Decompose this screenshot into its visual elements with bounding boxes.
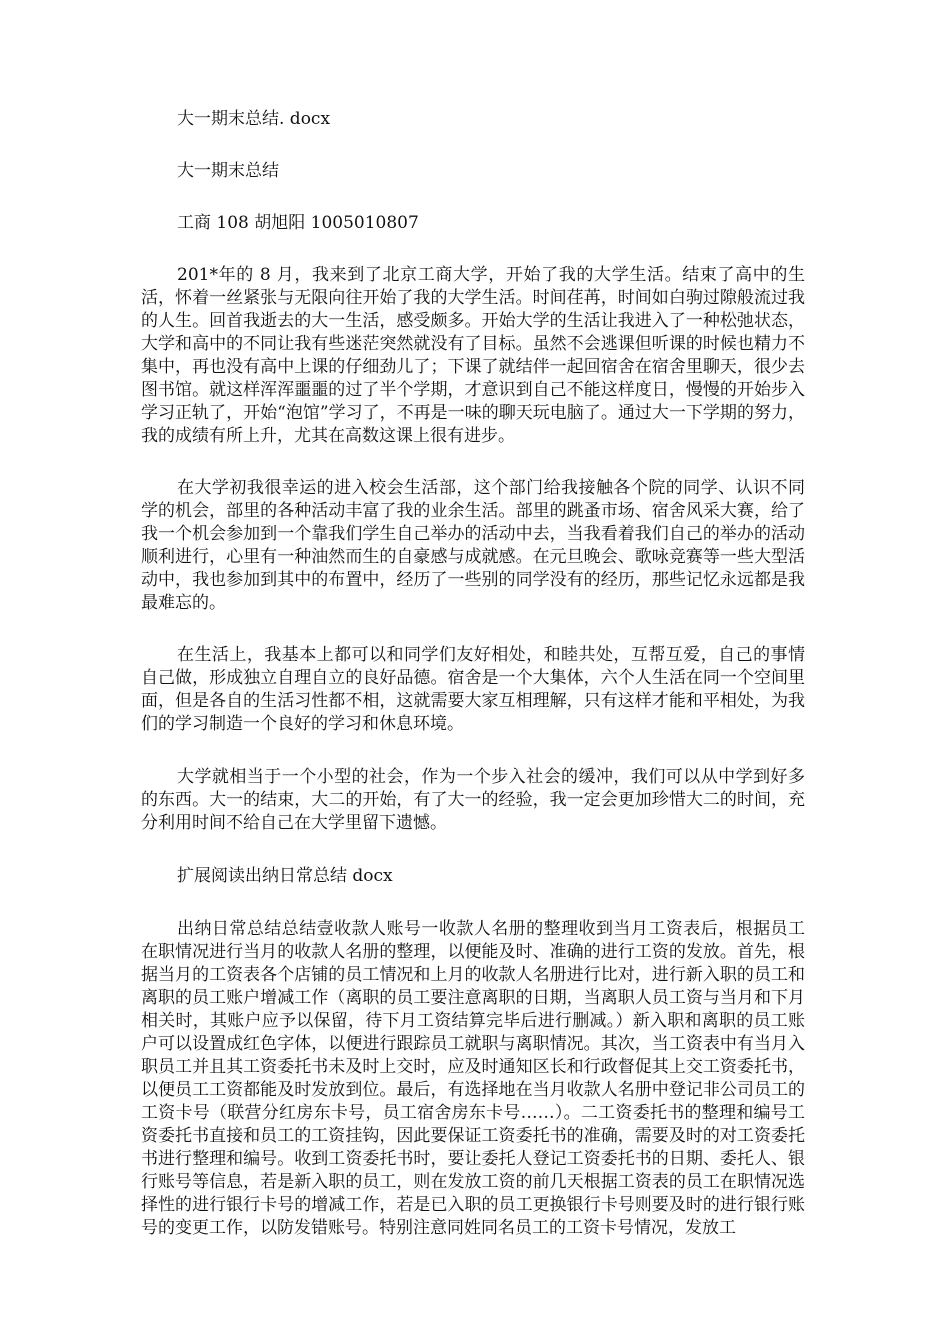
paragraph-spacer: [141, 835, 805, 865]
paragraph-2: 在大学初我很幸运的进入校会生活部，这个部门给我接触各个院的同学、认识不同学的机会，部里的各种活动丰富了我的业余生活。部里的跳蚤市场、宿舍风采大赛，给了我一个机会参加到一个靠我们学生自己举办的活动中去，当我看着我们自己的举办的活动顺利进行，心里有一种油然而生的自豪感与成就感。在元旦晚会、歌咏竞赛等一些大型活动中，我也参加到其中的布置中，经历了一些别的同学没有的经历，那些记忆永远都是我最难忘的。: [141, 478, 805, 613]
paragraph-spacer: [141, 131, 805, 160]
paragraph-spacer: [141, 888, 805, 918]
document-body: [141, 108, 805, 1240]
extension-title: 扩展阅读出纳日常总结 docx: [177, 866, 393, 886]
paragraph-spacer: [141, 448, 805, 477]
paragraph-1: 201*年的 8 月，我来到了北京工商大学，开始了我的大学生活。结束了高中的生活，怀着一丝紧张与无限向往开始了我的大学生活。时间荏苒，时间如白驹过隙般流过我的人生。回首我逝去的大一生活，感受颇多。开始大学的生活让我进入了一种松弛状态，大学和高中的不同让我有些迷茫突然就没有了目标。虽然不会逃课但听课的时候也精力不集中，再也没有高中上课的仔细劲儿了；下课了就结伴一起回宿舍在宿舍里聊天，很少去图书馆。就这样浑浑噩噩的过了半个学期，才意识到自己不能这样度日，慢慢的开始步入学习正轨了，开始“泡馆”学习了，不再是一味的聊天玩电脑了。通过大一下学期的努力，我的成绩有所上升，尤其在高数这课上很有进步。: [141, 265, 805, 446]
paragraph-3: 在生活上，我基本上都可以和同学们友好相处，和睦共处，互帮互爱，自己的事情自己做，形成独立自理自立的良好品德。宿舍是一个大集体，六个人生活在同一个空间里面，但是各自的生活习性都不相，这就需要大家互相理解，只有这样才能和平相处，为我们的学习制造一个良好的学习和休息环境。: [141, 645, 805, 734]
document-heading: 大一期末总结: [177, 161, 279, 181]
paragraph-spacer: [141, 183, 805, 212]
paragraph-spacer: [141, 615, 805, 644]
author-line: 工商 108 胡旭阳 1005010807: [177, 213, 419, 233]
paragraph-spacer: [141, 235, 805, 264]
file-title: 大一期末总结. docx: [177, 109, 331, 129]
paragraph-4: 大学就相当于一个小型的社会，作为一个步入社会的缓冲，我们可以从中学到好多的东西。大一的结束，大二的开始，有了大一的经验，我一定会更加珍惜大二的时间，充分利用时间不给自己在大学里留下遗憾。: [141, 767, 805, 833]
extension-paragraph: 出纳日常总结总结壹收款人账号一收款人名册的整理收到当月工资表后，根据员工在职情况进行当月的收款人名册的整理，以便能及时、准确的进行工资的发放。首先，根据当月的工资表各个店铺的员工情况和上月的收款人名册进行比对，进行新入职的员工和离职的员工账户增减工作（离职的员工要注意离职的日期，当离职人员工资与当月和下月相关时，其账户应予以保留，待下月工资结算完毕后进行删减。）新入职和离职的员工账户可以设置成红色字体，以便进行跟踪员工就职与离职情况。其次，当工资表中有当月入职员工并且其工资委托书未及时上交时，应及时通知区长和行政督促其上交工资委托书，以便员工工资都能及时发放到位。最后，有选择地在当月收款人名册中登记非公司员工的工资卡号（联营分红房东卡号，员工宿舍房东卡号……）。二工资委托书的整理和编号工资委托书直接和员工的工资挂钩，因此要保证工资委托书的准确，需要及时的对工资委托书进行整理和编号。收到工资委托书时，要让委托人登记工资委托书的日期、委托人、银行账号等信息，若是新入职的员工，则在发放工资的前几天根据工资表的员工在职情况选择性的进行银行卡号的增减工作，若是已入职的员工更换银行卡号则要及时的进行银行账号的变更工作，以防发错账号。特别注意同姓同名员工的工资卡号情况，发放工: [141, 919, 805, 1238]
paragraph-spacer: [141, 736, 805, 766]
